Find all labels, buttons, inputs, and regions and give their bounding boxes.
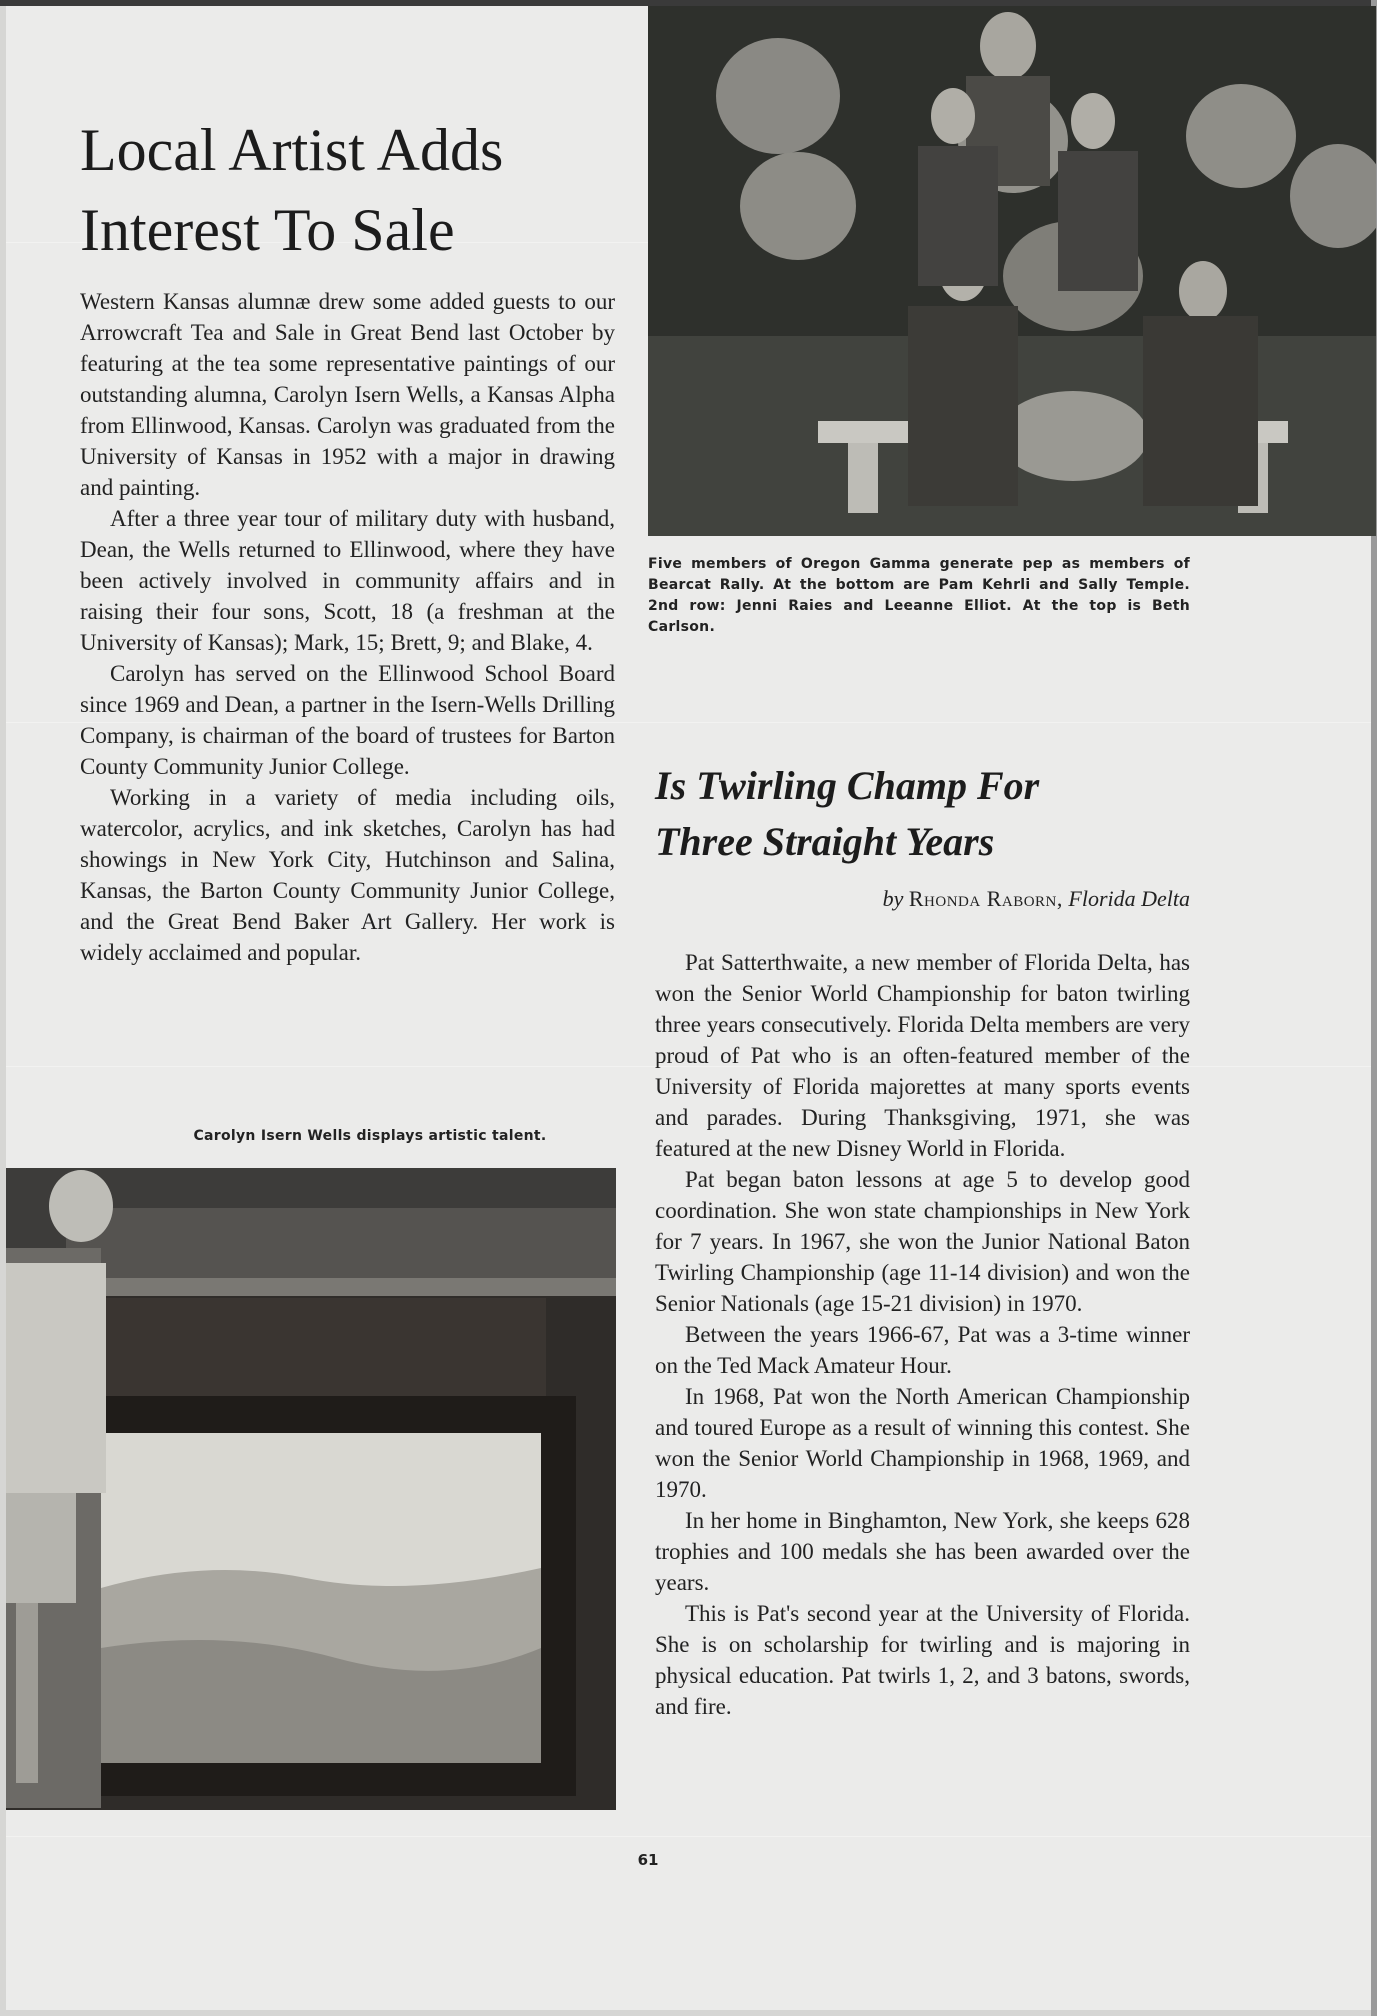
photo-bearcat-rally [648, 6, 1376, 536]
paragraph: In her home in Binghamton, New York, she keeps 628 trophies and 100 medals she has been awarded over the years. [655, 1508, 1190, 1595]
paragraph: In 1968, Pat won the North American Championship and toured Europe as a result of winning this contest. She won the Senior World Championship in 1968, 1969, and 1970. [655, 1384, 1190, 1502]
paragraph: Carolyn has served on the Ellinwood School Board since 1969 and Dean, a partner in the Isern-Wells Drilling Company, is chairman of the board of trustees for Barton County Community Junior College. [80, 661, 615, 779]
page-number: 61 [637, 1851, 659, 1869]
paragraph: Pat began baton lessons at age 5 to develop good coordination. She won state championships in New York for 7 years. In 1967, she won the Junior National Baton Twirling Championship (age 11-14 division) and won the Senior Nationals (age 15-21 division) in 1970. [655, 1167, 1190, 1316]
article-title-local-artist [80, 110, 640, 270]
article-body-twirling-champ [655, 947, 1190, 1722]
byline-chapter: Florida Delta [1068, 886, 1190, 911]
paragraph: Western Kansas alumnæ drew some added guests to our Arrowcraft Tea and Sale in Great Bend last October by featuring at the tea some representative paintings of our outstanding alumna, Carolyn Isern Wells, a Kansas Alpha from Ellinwood, Kansas. Carolyn was graduated from the University of Kansas in 1952 with a major in drawing and painting. [80, 289, 615, 500]
photo-caption-artist: Carolyn Isern Wells displays artistic talent. [193, 1128, 547, 1144]
byline-author: Rhonda Raborn, [908, 886, 1063, 911]
paragraph: This is Pat's second year at the University of Florida. She is on scholarship for twirling and is majoring in physical education. Pat twirls 1, 2, and 3 batons, swords, and fire. [655, 1601, 1190, 1719]
artist-photo-illustration [6, 1168, 616, 1810]
paragraph: Between the years 1966-67, Pat was a 3-time winner on the Ted Mack Amateur Hour. [655, 1322, 1190, 1378]
rally-photo-illustration [648, 6, 1376, 536]
paragraph: Pat Satterthwaite, a new member of Florida Delta, has won the Senior World Championship for baton twirling three years consecutively. Florida Delta members are very proud of Pat who is an often-featured member of the University of Florida majorettes at many sports events and parades. During Thanksgiving, 1971, she was featured at the new Disney World in Florida. [655, 950, 1190, 1161]
byline [700, 886, 1190, 912]
article-title-twirling-champ [655, 758, 1255, 870]
byline-by: by [882, 886, 904, 911]
title-line-2: Three Straight Years [655, 819, 995, 864]
article-body-local-artist [80, 286, 615, 968]
paragraph: Working in a variety of media including oils, watercolor, acrylics, and ink sketches, Carolyn has had showings in New York City, Hutchinson and Salina, Kansas, the Barton County Community Junior College, and the Great Bend Baker Art Gallery. Her work is widely acclaimed and popular. [80, 785, 615, 965]
photo-caption-rally: Five members of Oregon Gamma generate pep as members of Bearcat Rally. At the bottom are Pam Kehrli and Sally Temple. 2nd row: Jenni Raies and Leeanne Elliot. At the top is Beth Carlson. [648, 556, 1190, 635]
photo-artist-with-painting [6, 1168, 616, 1810]
title-line-1: Local Artist Adds [80, 117, 504, 183]
title-line-1: Is Twirling Champ For [655, 763, 1040, 808]
title-line-2: Interest To Sale [80, 197, 455, 263]
paragraph: After a three year tour of military duty with husband, Dean, the Wells returned to Ellinwood, where they have been actively involved in community affairs and in raising their four sons, Scott, 18 (a freshman at the University of Kansas); Mark, 15; Brett, 9; and Blake, 4. [80, 506, 615, 655]
